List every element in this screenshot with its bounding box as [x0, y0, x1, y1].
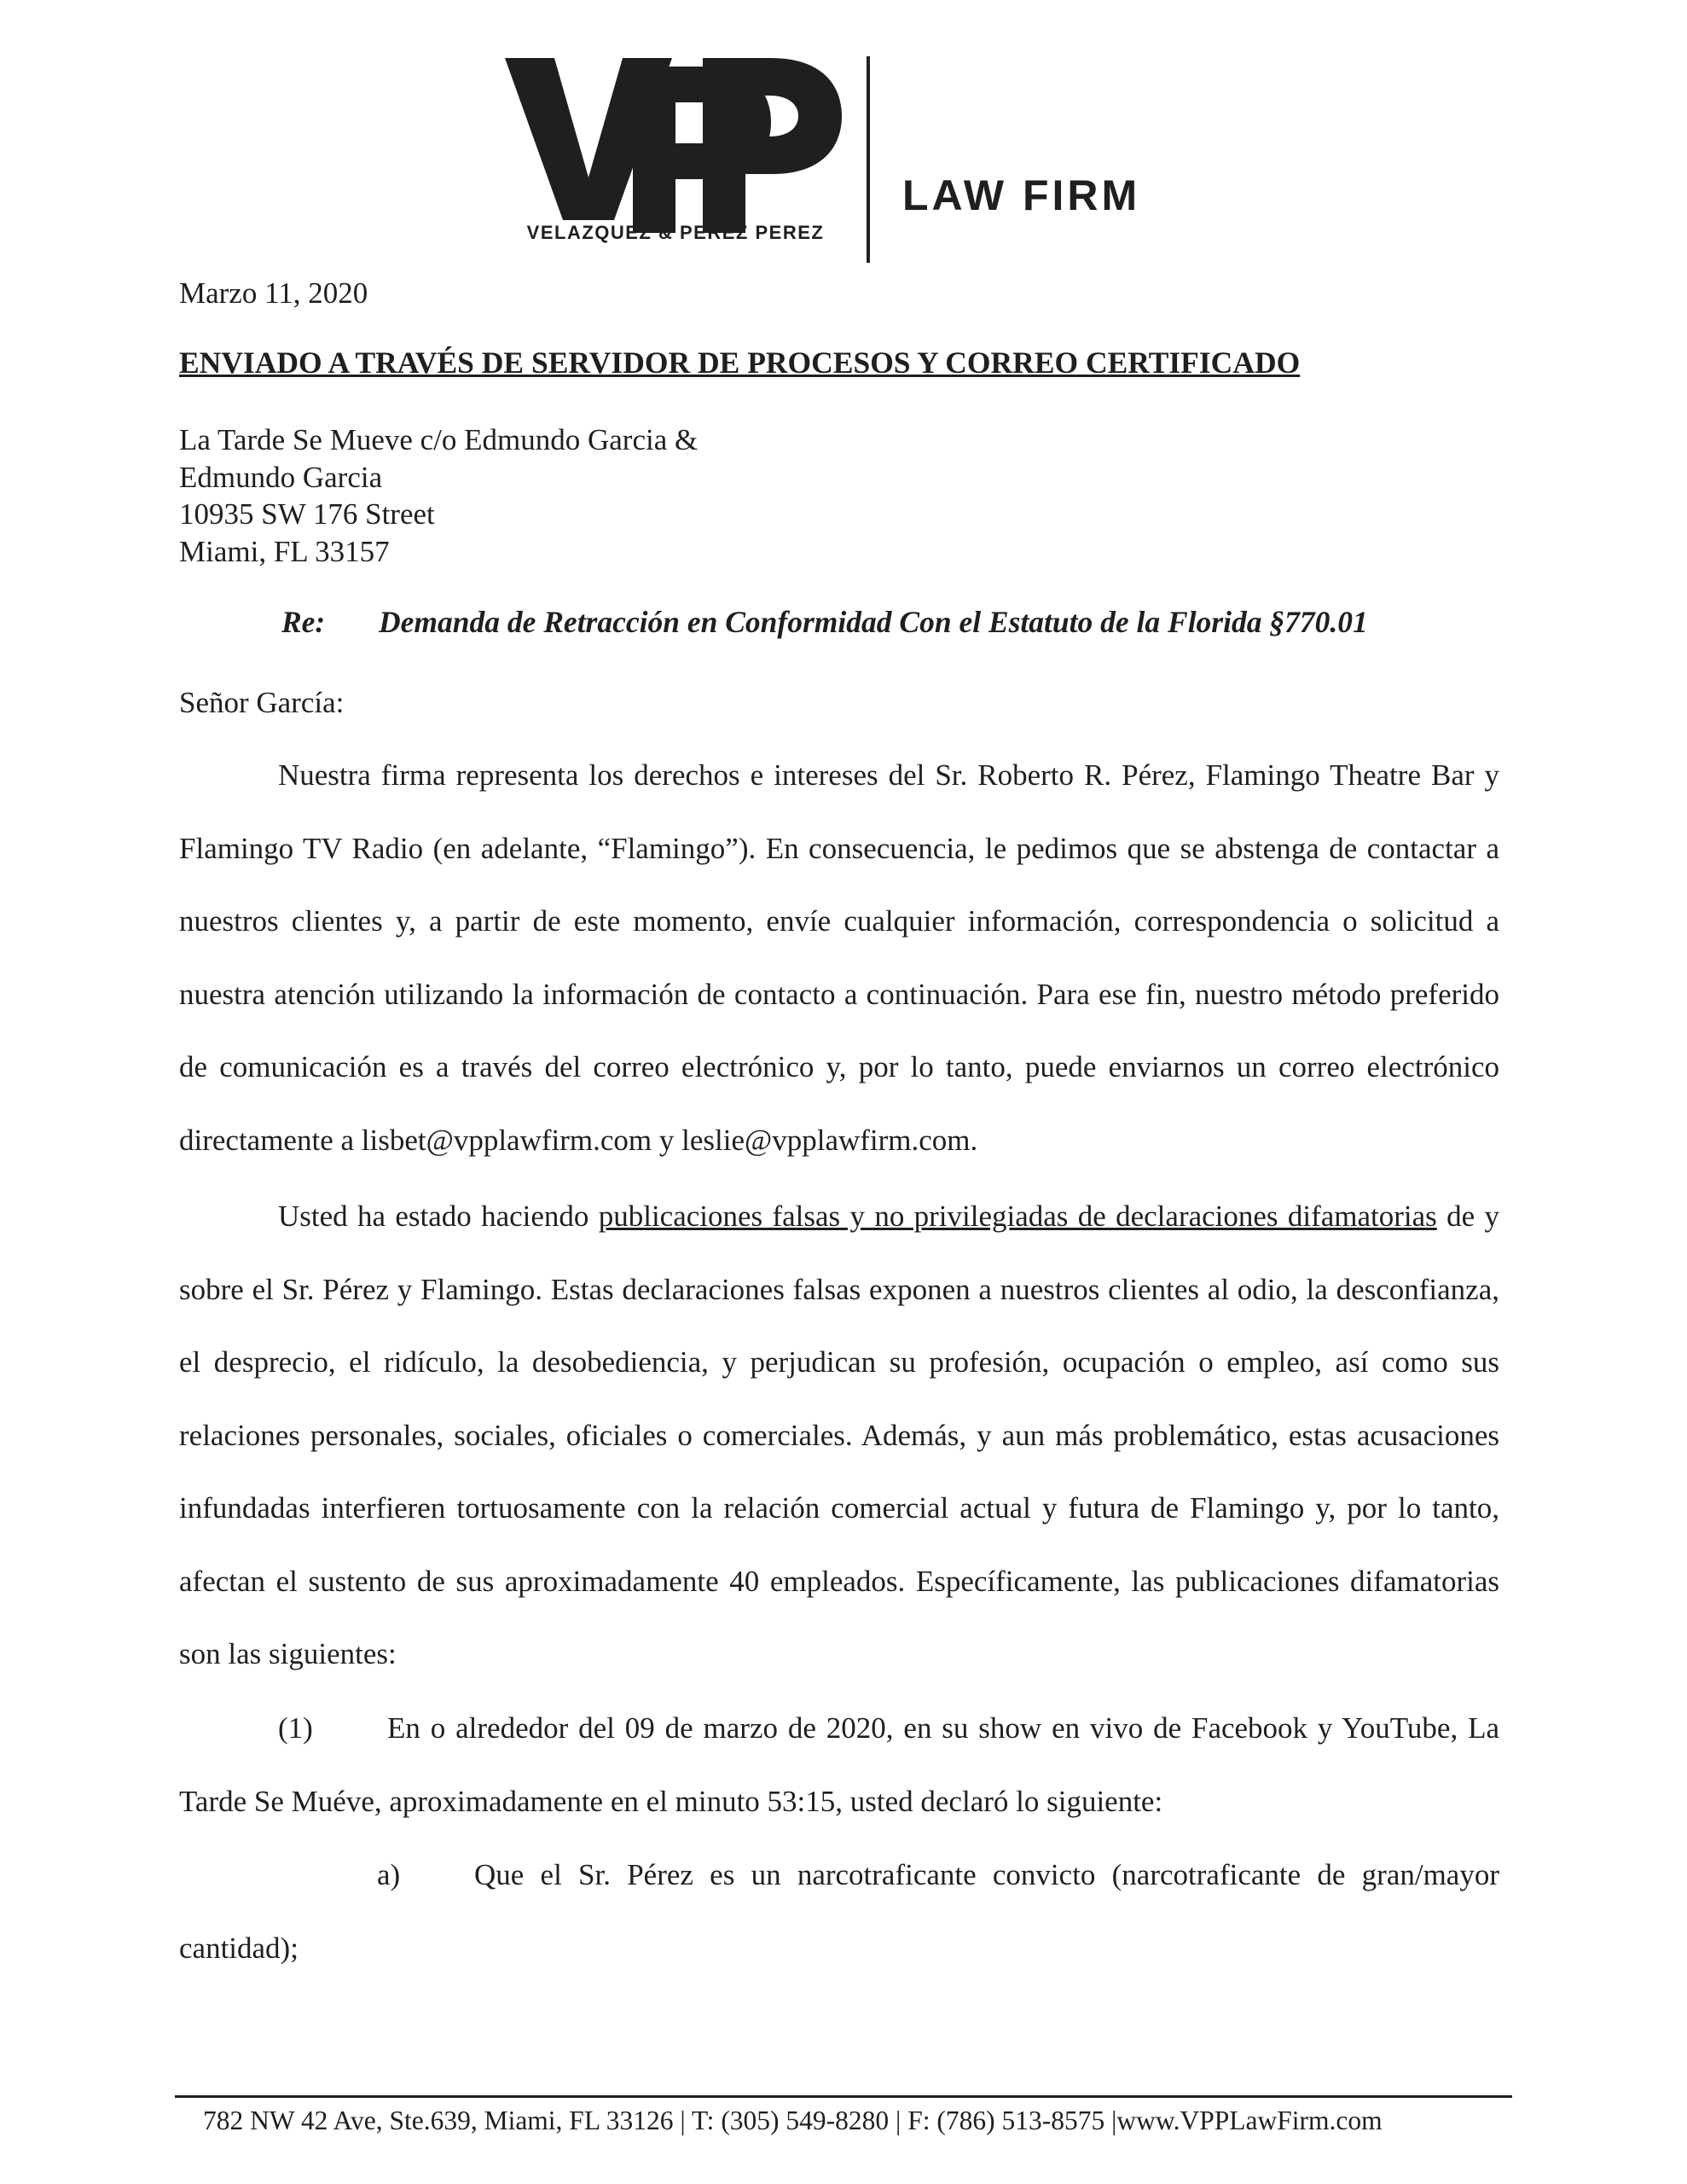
letter-date: Marzo 11, 2020 — [179, 276, 368, 310]
paragraph-2-before: Usted ha estado haciendo — [278, 1199, 599, 1233]
paragraph-2-after: de y sobre el Sr. Pérez y Flamingo. Estas declaraciones falsas exponen a nuestros clientes al odio, la desconfianza, el desprecio, el ridículo, la desobediencia, y perjudican su profesión, ocupación o empleo, así como sus relaciones personales, sociales, oficiales o comerciales. Además, y aun más problemático, estas acusaciones infundadas interfieren tortuosamente con la relación comercial actual y futura de Flamingo y, por lo tanto, afectan el sustento de sus aproximadamente 40 empleados. Específicamente, las publicaciones difamatorias son las siguientes: — [179, 1199, 1499, 1670]
list-item-a — [179, 1838, 1499, 1984]
footer-divider — [175, 2095, 1512, 2098]
list-item-text: Que el Sr. Pérez es un narcotraficante convicto (narcotraficante de gran/mayor cantidad); — [179, 1858, 1499, 1965]
paragraph-2-underlined: publicaciones falsas y no privilegiadas de declaraciones difamatorias — [598, 1199, 1437, 1233]
list-item-1 — [179, 1692, 1499, 1838]
list-item-text: En o alrededor del 09 de marzo de 2020, en su show en vivo de Facebook y YouTube, La Tarde Se Muéve, aproximadamente en el minuto 53:15, usted declaró lo siguiente: — [179, 1711, 1499, 1818]
law-firm-label: LAW FIRM — [902, 171, 1141, 219]
vpp-logo-mark — [505, 58, 842, 233]
address-line: 10935 SW 176 Street — [179, 497, 435, 531]
body-paragraph-1 — [179, 739, 1499, 1176]
logo-divider — [867, 56, 870, 263]
subject-text: Demanda de Retracción en Conformidad Con el Estatuto de la Florida §770.01 — [379, 605, 1368, 639]
subject-label: Re: — [281, 605, 326, 639]
letterhead-logo — [505, 58, 1170, 271]
salutation: Señor García: — [179, 686, 345, 719]
body-paragraph-2 — [179, 1180, 1499, 1691]
list-item-number: (1) — [278, 1711, 313, 1745]
address-line: Edmundo Garcia — [179, 460, 383, 494]
delivery-heading: ENVIADO A TRAVÉS DE SERVIDOR DE PROCESOS Y CORREO CERTIFICADO — [179, 346, 1301, 380]
list-item-letter: a) — [377, 1858, 401, 1891]
recipient-address — [179, 421, 698, 570]
logo-subtitle: VELAZQUEZ & PEREZ PEREZ — [526, 222, 825, 243]
paragraph-1-text: Nuestra firma representa los derechos e intereses del Sr. Roberto R. Pérez, Flamingo Theatre Bar y Flamingo TV Radio (en adelante, “Flamingo”). En consecuencia, le pedimos que se abstenga de contactar a nuestros clientes y, a partir de este momento, envíe cualquier información, correspondencia o solicitud a nuestra atención utilizando la información de contacto a continuación. Para ese fin, nuestro método preferido de comunicación es a través del correo electrónico y, por lo tanto, puede enviarnos un correo electrónico directamente a lisbet@vpplawfirm.com y leslie@vpplawfirm.com. — [179, 758, 1499, 1157]
footer-contact: 782 NW 42 Ave, Ste.639, Miami, FL 33126 | T: (305) 549-8280 | F: (786) 513-8575 |www.VPPLawFirm.com — [203, 2106, 1383, 2135]
address-line: La Tarde Se Mueve c/o Edmundo Garcia & — [179, 423, 699, 456]
address-line: Miami, FL 33157 — [179, 534, 390, 568]
